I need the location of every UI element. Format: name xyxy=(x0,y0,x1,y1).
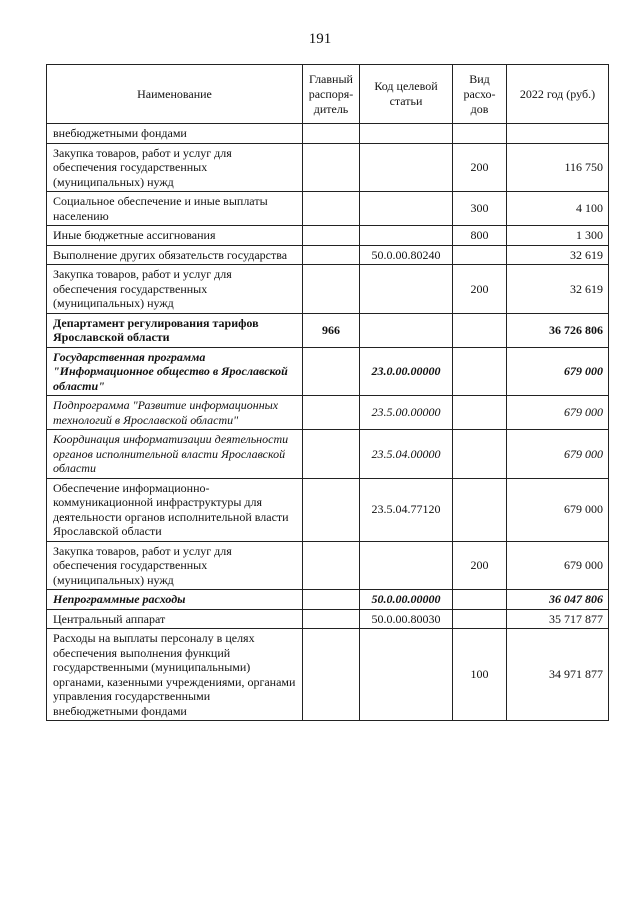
table-row xyxy=(47,226,609,246)
cell-kind: 800 xyxy=(453,226,507,246)
cell-admin xyxy=(303,396,360,430)
table-row xyxy=(47,590,609,610)
budget-table xyxy=(46,64,609,721)
table-header-row xyxy=(47,65,609,124)
header-admin: Главный распоря-дитель xyxy=(303,65,360,124)
cell-code: 50.0.00.00000 xyxy=(360,590,453,610)
header-name: Наименование xyxy=(47,65,303,124)
table-row xyxy=(47,192,609,226)
cell-admin xyxy=(303,478,360,541)
cell-amount: 679 000 xyxy=(507,541,609,590)
header-kind: Вид расхо-дов xyxy=(453,65,507,124)
cell-amount: 36 047 806 xyxy=(507,590,609,610)
cell-name: Непрограммные расходы xyxy=(47,590,303,610)
table-row xyxy=(47,347,609,396)
table-row xyxy=(47,629,609,721)
cell-name: Иные бюджетные ассигнования xyxy=(47,226,303,246)
page-number: 191 xyxy=(308,31,332,47)
cell-code xyxy=(360,629,453,721)
cell-amount: 679 000 xyxy=(507,396,609,430)
cell-kind xyxy=(453,396,507,430)
cell-amount: 34 971 877 xyxy=(507,629,609,721)
cell-kind xyxy=(453,347,507,396)
cell-kind: 100 xyxy=(453,629,507,721)
table-row xyxy=(47,478,609,541)
cell-admin xyxy=(303,143,360,192)
cell-admin xyxy=(303,609,360,629)
cell-name: Социальное обеспечение и иные выплаты населению xyxy=(47,192,303,226)
table-row xyxy=(47,313,609,347)
cell-kind: 200 xyxy=(453,541,507,590)
cell-kind xyxy=(453,590,507,610)
cell-code xyxy=(360,541,453,590)
cell-code: 50.0.00.80240 xyxy=(360,245,453,265)
cell-code xyxy=(360,124,453,144)
cell-admin xyxy=(303,265,360,314)
cell-amount: 116 750 xyxy=(507,143,609,192)
cell-code xyxy=(360,226,453,246)
cell-code xyxy=(360,192,453,226)
cell-kind xyxy=(453,609,507,629)
cell-kind: 200 xyxy=(453,143,507,192)
cell-kind xyxy=(453,430,507,479)
cell-name: Выполнение других обязательств государства xyxy=(47,245,303,265)
cell-amount: 4 100 xyxy=(507,192,609,226)
cell-name: Обеспечение информационно-коммуникационной инфраструктуры для деятельности органов исполнительной власти Ярославской области xyxy=(47,478,303,541)
cell-name: Закупка товаров, работ и услуг для обеспечения государственных (муниципальных) нужд xyxy=(47,143,303,192)
cell-amount: 32 619 xyxy=(507,265,609,314)
cell-code: 23.5.04.77120 xyxy=(360,478,453,541)
table-row xyxy=(47,265,609,314)
cell-name: внебюджетными фондами xyxy=(47,124,303,144)
cell-amount: 35 717 877 xyxy=(507,609,609,629)
cell-code: 23.5.00.00000 xyxy=(360,396,453,430)
cell-amount: 1 300 xyxy=(507,226,609,246)
cell-admin xyxy=(303,347,360,396)
cell-admin xyxy=(303,245,360,265)
header-amount: 2022 год (руб.) xyxy=(507,65,609,124)
cell-kind: 300 xyxy=(453,192,507,226)
cell-code: 23.0.00.00000 xyxy=(360,347,453,396)
table-row xyxy=(47,541,609,590)
cell-name: Координация информатизации деятельности органов исполнительной власти Ярославской области xyxy=(47,430,303,479)
cell-code: 23.5.04.00000 xyxy=(360,430,453,479)
cell-name: Закупка товаров, работ и услуг для обеспечения государственных (муниципальных) нужд xyxy=(47,265,303,314)
cell-admin xyxy=(303,590,360,610)
table-row xyxy=(47,430,609,479)
cell-admin xyxy=(303,430,360,479)
table-row xyxy=(47,143,609,192)
cell-admin: 966 xyxy=(303,313,360,347)
cell-admin xyxy=(303,629,360,721)
cell-amount: 679 000 xyxy=(507,347,609,396)
cell-kind xyxy=(453,478,507,541)
cell-admin xyxy=(303,541,360,590)
cell-amount xyxy=(507,124,609,144)
table-row xyxy=(47,396,609,430)
cell-kind xyxy=(453,245,507,265)
cell-kind: 200 xyxy=(453,265,507,314)
cell-amount: 679 000 xyxy=(507,478,609,541)
table-row xyxy=(47,245,609,265)
cell-amount: 32 619 xyxy=(507,245,609,265)
cell-code: 50.0.00.80030 xyxy=(360,609,453,629)
cell-admin xyxy=(303,124,360,144)
cell-name: Государственная программа "Информационное общество в Ярославской области" xyxy=(47,347,303,396)
cell-admin xyxy=(303,226,360,246)
cell-amount: 36 726 806 xyxy=(507,313,609,347)
cell-name: Центральный аппарат xyxy=(47,609,303,629)
cell-name: Департамент регулирования тарифов Ярославской области xyxy=(47,313,303,347)
header-code: Код целевой статьи xyxy=(360,65,453,124)
cell-name: Закупка товаров, работ и услуг для обеспечения государственных (муниципальных) нужд xyxy=(47,541,303,590)
table-row xyxy=(47,609,609,629)
cell-kind xyxy=(453,313,507,347)
cell-kind xyxy=(453,124,507,144)
cell-name: Подпрограмма "Развитие информационных технологий в Ярославской области" xyxy=(47,396,303,430)
cell-name: Расходы на выплаты персоналу в целях обеспечения выполнения функций государственными (муниципальными) органами, казенными учреждениями, органами управления государственными внебюджетными фондами xyxy=(47,629,303,721)
cell-code xyxy=(360,313,453,347)
cell-amount: 679 000 xyxy=(507,430,609,479)
cell-code xyxy=(360,143,453,192)
cell-admin xyxy=(303,192,360,226)
cell-code xyxy=(360,265,453,314)
table-row xyxy=(47,124,609,144)
